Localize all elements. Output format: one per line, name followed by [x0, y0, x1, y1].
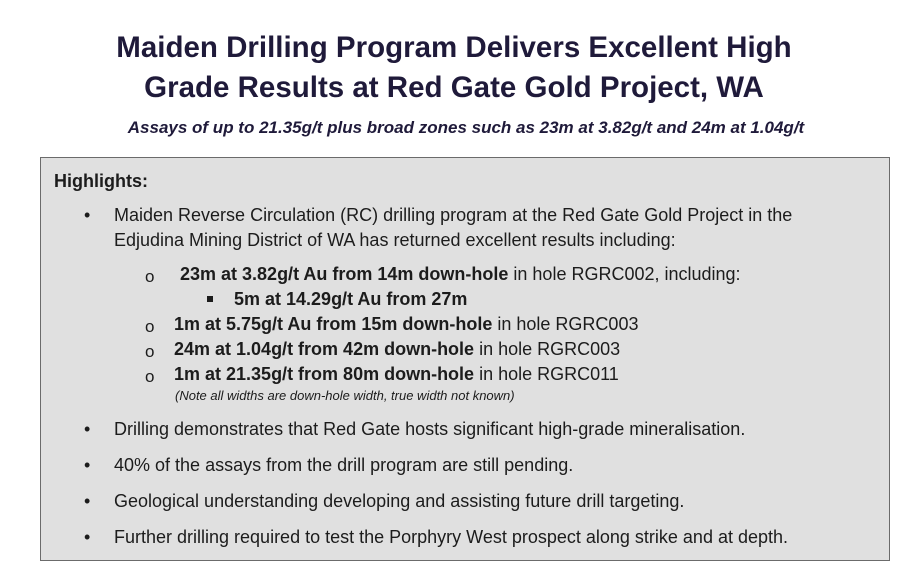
intro-line-2: Edjudina Mining District of WA has returned excellent results including:	[114, 230, 676, 250]
bullet-icon: •	[84, 205, 91, 225]
result-item-3	[174, 337, 620, 362]
sub-bullet-icon: o	[145, 342, 155, 361]
sub-bullet-icon: o	[145, 317, 155, 336]
result-2-value: 1m at 5.75g/t Au from 15m down-hole	[174, 314, 493, 334]
bullet-item-4: Further drilling required to test the Porphyry West prospect along strike and at depth.	[114, 527, 789, 547]
footnote: (Note all widths are down-hole width, true width not known)	[175, 388, 515, 403]
bullet-item-2: 40% of the assays from the drill program are still pending.	[114, 455, 574, 475]
bullet-item-1: Drilling demonstrates that Red Gate hosts significant high-grade mineralisation.	[114, 419, 746, 439]
bullet-item-3: Geological understanding developing and assisting future drill targeting.	[114, 491, 685, 511]
square-bullet-icon	[207, 296, 213, 302]
bullet-icon: •	[84, 419, 91, 439]
headline	[0, 28, 908, 108]
bullet-icon: •	[84, 527, 91, 547]
subheadline: Assays of up to 21.35g/t plus broad zones such as 23m at 3.82g/t and 24m at 1.04g/t	[127, 118, 805, 137]
headline-line-2: Grade Results at Red Gate Gold Project, WA	[144, 71, 764, 104]
bullet-icon: •	[84, 455, 91, 475]
highlights-heading: Highlights:	[54, 171, 148, 191]
result-4-value: 1m at 21.35g/t from 80m down-hole	[174, 364, 475, 384]
result-4-hole: in hole RGRC011	[474, 364, 619, 384]
result-1-hole: in hole RGRC002, including:	[508, 264, 741, 284]
nested-result: 5m at 14.29g/t Au from 27m	[234, 289, 468, 309]
headline-line-1: Maiden Drilling Program Delivers Excellent High	[116, 31, 792, 64]
result-1-value: 23m at 3.82g/t Au from 14m down-hole	[180, 264, 509, 284]
result-item-4	[174, 362, 619, 387]
sub-bullet-icon: o	[145, 367, 155, 386]
result-item-2	[174, 312, 638, 337]
result-item-1	[180, 262, 741, 287]
result-3-hole: in hole RGRC003	[474, 339, 621, 359]
intro-line-1: Maiden Reverse Circulation (RC) drilling program at the Red Gate Gold Project in the	[114, 205, 793, 225]
highlights-box	[40, 157, 890, 561]
sub-bullet-icon: o	[145, 267, 155, 286]
bullet-icon: •	[84, 491, 91, 511]
result-2-hole: in hole RGRC003	[492, 314, 639, 334]
result-3-value: 24m at 1.04g/t from 42m down-hole	[174, 339, 475, 359]
